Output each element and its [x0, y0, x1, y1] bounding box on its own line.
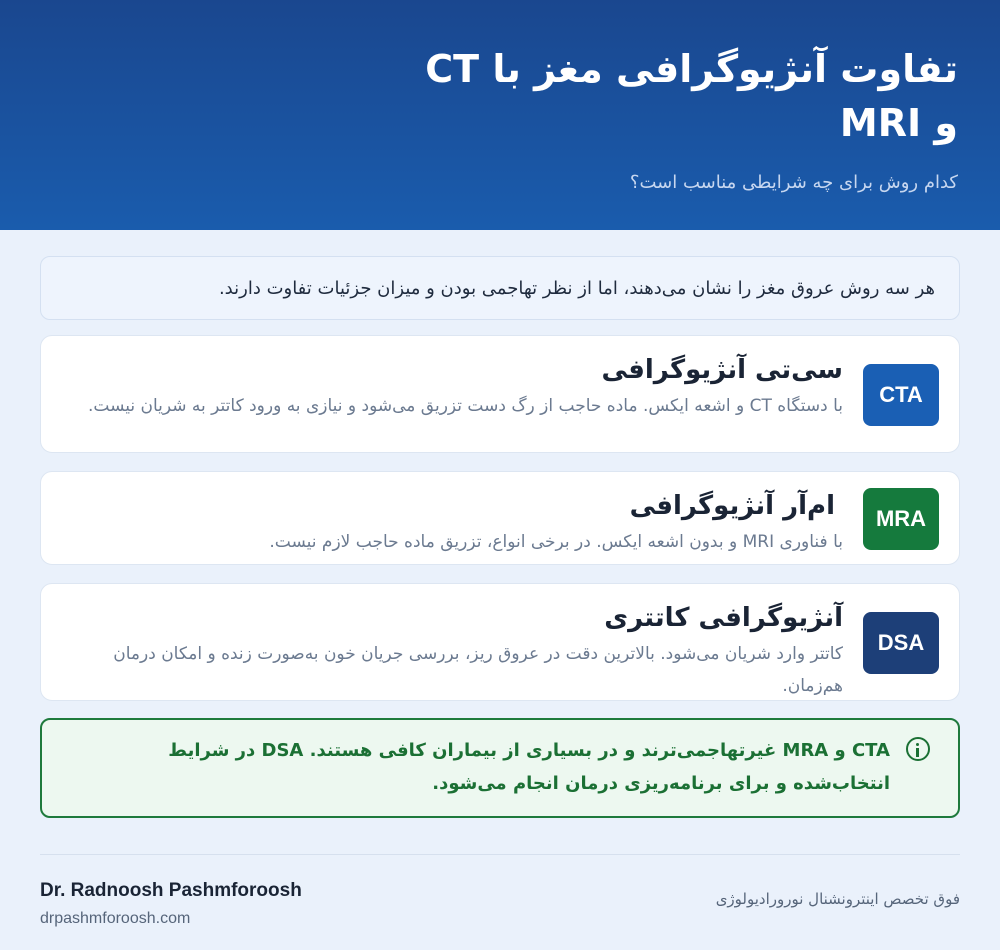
- mra-badge: MRA: [863, 488, 939, 550]
- card-title-mra: ام‌آر آنژیوگرافی: [629, 491, 835, 521]
- cta-badge: CTA: [863, 364, 939, 426]
- dsa-badge: DSA: [863, 612, 939, 674]
- intro-box: [40, 256, 960, 320]
- author-role: فوق تخصص اینترونشنال نورورادیولوژی: [715, 890, 960, 908]
- page-title: تفاوت آنژیوگرافی مغز با CT و MRI: [425, 47, 958, 145]
- card-title-dsa: آنژیوگرافی کاتتری: [604, 603, 843, 633]
- author-website: drpashmforoosh.com: [40, 910, 191, 927]
- intro-text: هر سه روش عروق مغز را نشان می‌دهند، اما از نظر تهاجمی بودن و میزان جزئیات تفاوت دارند.: [218, 277, 935, 299]
- footer-divider: [40, 854, 960, 855]
- card-title-cta: سی‌تی آنژیوگرافی: [601, 355, 843, 385]
- header: [0, 0, 1000, 230]
- note-box: [40, 718, 960, 818]
- card-cta: [40, 335, 960, 453]
- page-subtitle: کدام روش برای چه شرایطی مناسب است؟: [629, 172, 958, 193]
- card-desc-dsa: کاتتر وارد شریان می‌شود. بالاترین دقت در عروق ریز، بررسی جریان خون به‌صورت زنده و امکان درمان هم‌زمان.: [113, 644, 843, 696]
- author-name: Dr. Radnoosh Pashmforoosh: [40, 880, 302, 901]
- card-dsa: [40, 583, 960, 701]
- card-desc-mra: با فناوری MRI و بدون اشعه ایکس. در برخی انواع، تزریق ماده حاجب لازم نیست.: [269, 532, 843, 552]
- card-desc-cta: با دستگاه CT و اشعه ایکس. ماده حاجب از رگ دست تزریق می‌شود و نیازی به ورود کاتتر به شریان نیست.: [87, 396, 843, 416]
- info-icon: [906, 737, 930, 761]
- note-text: CTA و MRA غیرتهاجمی‌ترند و در بسیاری از بیماران کافی هستند. DSA در شرایط انتخاب‌شده و برای برنامه‌ریزی درمان انجام می‌شود.: [168, 740, 890, 794]
- card-mra: [40, 471, 960, 565]
